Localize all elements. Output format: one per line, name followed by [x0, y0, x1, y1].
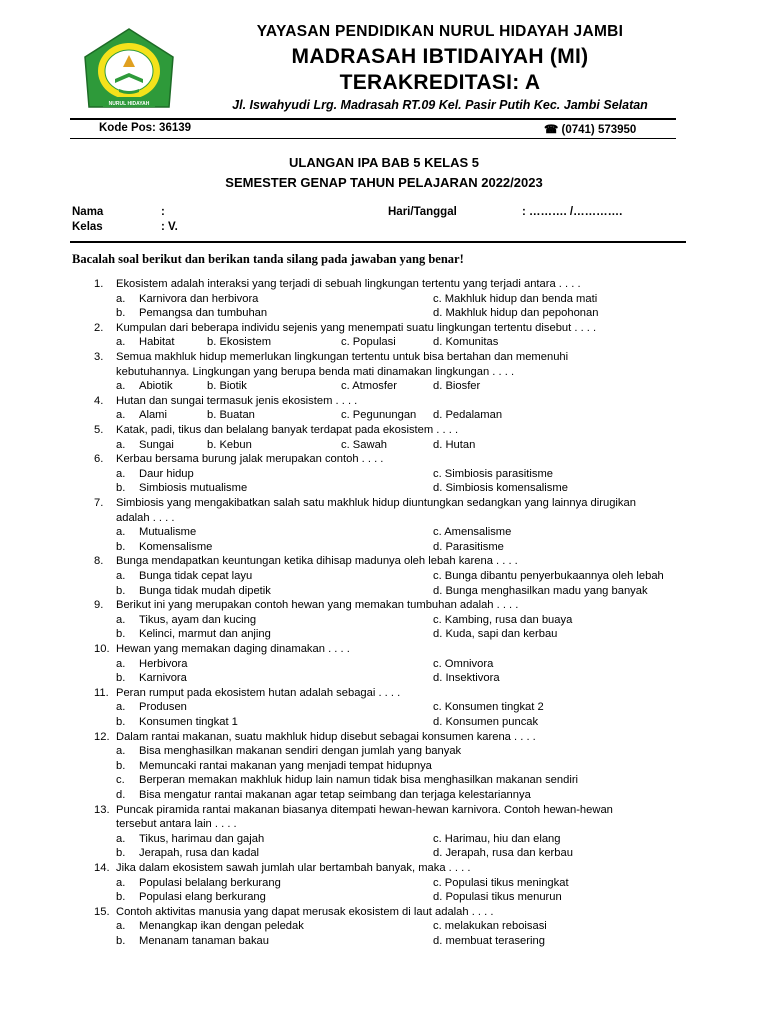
identity-divider	[70, 241, 686, 243]
option-letter: a.	[116, 920, 126, 933]
option-text: b. Buatan	[207, 409, 255, 422]
option-letter: b.	[116, 847, 126, 860]
option-text: Produsen	[139, 701, 187, 714]
question-number: 6.	[94, 453, 104, 466]
option-text: Bisa menghasilkan makanan sendiri dengan jumlah yang banyak	[139, 745, 462, 758]
option-letter: b.	[116, 584, 126, 597]
option-letter: a.	[116, 526, 126, 539]
option-text: c. Simbiosis parasitisme	[433, 467, 553, 480]
question-text: Bunga mendapatkan keuntungan ketika dihisap madunya oleh lebah karena . . . .	[116, 555, 518, 568]
option-letter: b.	[116, 672, 126, 685]
option-letter: a.	[116, 745, 126, 758]
option-text: Abiotik	[139, 380, 173, 393]
option-text: c. Atmosfer	[341, 380, 397, 393]
option-text: b. Biotik	[207, 380, 247, 393]
question-number: 2.	[94, 321, 104, 334]
question-number: 10.	[94, 643, 110, 655]
option-text: d. Insektivora	[433, 672, 500, 685]
option-text: b. Kebun	[207, 438, 252, 451]
option-text: Sungai	[139, 438, 174, 451]
option-text: d. Bunga menghasilkan madu yang banyak	[433, 584, 648, 597]
question-text: adalah . . . .	[116, 511, 175, 524]
option-letter: b.	[116, 935, 126, 947]
option-text: c. Makhluk hidup dan benda mati	[433, 292, 598, 305]
contact-divider	[70, 138, 676, 139]
accreditation: TERAKREDITASI: A	[339, 71, 541, 94]
phone-number: ☎ (0741) 573950	[544, 124, 637, 136]
school-address: Jl. Iswahyudi Lrg. Madrasah RT.09 Kel. Pasir Putih Kec. Jambi Selatan	[232, 98, 648, 112]
option-text: c. Populasi	[341, 336, 396, 349]
option-text: d. Pedalaman	[433, 409, 503, 422]
option-text: Mutualisme	[139, 526, 197, 539]
option-letter: a.	[116, 613, 126, 626]
name-colon: :	[161, 206, 165, 218]
option-text: c. Sawah	[341, 438, 388, 451]
question-number: 1.	[94, 278, 104, 290]
foundation-name: YAYASAN PENDIDIKAN NURUL HIDAYAH JAMBI	[256, 23, 624, 40]
question-number: 9.	[94, 599, 104, 612]
question-text: Kumpulan dari beberapa individu sejenis yang menempati suatu lingkungan tertentu disebut . . . .	[116, 321, 597, 334]
option-text: Pemangsa dan tumbuhan	[139, 307, 268, 320]
instruction: Bacalah soal berikut dan berikan tanda silang pada jawaban yang benar!	[72, 252, 464, 266]
option-text: d. Konsumen puncak	[433, 716, 539, 728]
option-text: c. Harimau, hiu dan elang	[433, 832, 561, 845]
question-text: Katak, padi, tikus dan belalang banyak terdapat pada ekosistem . . . .	[116, 424, 459, 436]
option-text: Jerapah, rusa dan kadal	[139, 847, 260, 860]
question-text: Puncak piramida rantai makanan biasanya ditempati hewan-hewan karnivora. Contoh hewan-hewan	[116, 803, 613, 816]
logo-text: NURUL HIDAYAH	[108, 101, 150, 107]
option-text: d. Parasitisme	[433, 540, 504, 553]
class-value: : V.	[161, 221, 178, 233]
header-divider	[70, 118, 676, 120]
option-letter: a.	[116, 570, 126, 582]
question-text: Ekosistem adalah interaksi yang terjadi di sebuah lingkungan tertentu yang terjadi antara . . . .	[116, 278, 581, 290]
question-text: Hutan dan sungai termasuk jenis ekosistem . . . .	[116, 394, 358, 407]
option-text: Populasi belalang berkurang	[139, 876, 281, 889]
option-letter: a.	[116, 876, 126, 889]
option-text: Memuncaki rantai makanan yang menjadi tempat hidupnya	[139, 759, 432, 772]
option-text: c. Bunga dibantu penyerbukaannya oleh lebah	[433, 570, 664, 582]
question-text: Contoh aktivitas manusia yang dapat merusak ekosistem di laut adalah . . . .	[116, 905, 494, 918]
option-text: Daur hidup	[139, 467, 194, 480]
question-text: Kerbau bersama burung jalak merupakan contoh . . . .	[116, 453, 384, 466]
option-text: a.	[116, 380, 126, 393]
option-text: c. Pegunungan	[341, 409, 417, 422]
option-letter: b.	[116, 891, 126, 904]
question-number: 8.	[94, 555, 104, 568]
option-text: Tikus, harimau dan gajah	[139, 832, 265, 845]
option-text: a.	[116, 336, 126, 349]
question-number: 14.	[94, 862, 110, 874]
day-label: Hari/Tanggal	[388, 206, 457, 218]
option-text: Alami	[139, 409, 167, 422]
question-number: 12.	[94, 730, 110, 743]
option-text: Simbiosis mutualisme	[139, 482, 248, 495]
day-value: : ………. /………….	[522, 206, 623, 218]
question-text: tersebut antara lain . . . .	[116, 818, 237, 831]
option-text: c. Kambing, rusa dan buaya	[433, 613, 573, 626]
option-text: d. Hutan	[433, 438, 476, 451]
school-name: MADRASAH IBTIDAIYAH (MI)	[291, 45, 589, 68]
option-letter: b.	[116, 307, 126, 320]
question-text: Peran rumput pada ekosistem hutan adalah sebagai . . . .	[116, 686, 401, 699]
question-text: Berikut ini yang merupakan contoh hewan yang memakan tumbuhan adalah . . . .	[116, 599, 519, 612]
option-letter: a.	[116, 657, 126, 670]
option-text: c. Konsumen tingkat 2	[433, 701, 544, 714]
option-text: a.	[116, 438, 126, 451]
option-text: Bunga tidak cepat layu	[139, 570, 253, 582]
question-text: Dalam rantai makanan, suatu makhluk hidup disebut sebagai konsumen karena . . . .	[116, 730, 536, 743]
question-text: Jika dalam ekosistem sawah jumlah ular bertambah banyak, maka . . . .	[116, 862, 471, 874]
option-letter: a.	[116, 467, 126, 480]
question-text: kebutuhannya. Lingkungan yang berupa benda mati dinamakan lingkungan . . . .	[116, 365, 515, 378]
option-text: Bisa mengatur rantai makanan agar tetap seimbang dan terjaga kelestariannya	[139, 789, 531, 801]
option-text: c. Populasi tikus meningkat	[433, 876, 569, 889]
exam-semester: SEMESTER GENAP TAHUN PELAJARAN 2022/2023	[225, 175, 543, 190]
option-text: d. Makhluk hidup dan pepohonan	[433, 307, 599, 320]
option-letter: b.	[116, 716, 126, 728]
option-text: Berperan memakan makhluk hidup lain namun tidak bisa menghasilkan makanan sendiri	[139, 774, 579, 787]
option-text: Menangkap ikan dengan peledak	[139, 920, 304, 933]
postal-code: Kode Pos: 36139	[99, 122, 192, 134]
question-text: Semua makhluk hidup memerlukan lingkungan tertentu untuk bisa bertahan dan memenuhi	[116, 351, 569, 363]
option-text: Habitat	[139, 336, 175, 349]
option-text: Komensalisme	[139, 540, 213, 553]
option-text: a.	[116, 409, 126, 422]
option-text: Karnivora	[139, 672, 187, 685]
option-text: d. Simbiosis komensalisme	[433, 482, 568, 495]
question-number: 5.	[94, 424, 104, 436]
option-text: Tikus, ayam dan kucing	[139, 613, 257, 626]
option-text: Konsumen tingkat 1	[139, 716, 238, 728]
option-text: c. Amensalisme	[433, 526, 512, 539]
option-letter: b.	[116, 540, 126, 553]
option-text: d. Komunitas	[433, 336, 499, 349]
question-number: 4.	[94, 394, 104, 407]
option-letter: d.	[116, 789, 126, 801]
option-text: Menanam tanaman bakau	[139, 935, 269, 947]
option-text: c. Omnivora	[433, 657, 494, 670]
school-logo	[83, 27, 175, 113]
option-text: d. membuat terasering	[433, 935, 545, 947]
option-text: d. Kuda, sapi dan kerbau	[433, 628, 558, 641]
question-number: 13.	[94, 803, 110, 816]
question-number: 11.	[94, 686, 109, 699]
question-number: 15.	[94, 905, 110, 918]
option-letter: b.	[116, 482, 126, 495]
exam-title: ULANGAN IPA BAB 5 KELAS 5	[289, 155, 479, 170]
option-letter: b.	[116, 759, 126, 772]
question-text: Hewan yang memakan daging dinamakan . . . .	[116, 643, 350, 655]
option-text: d. Populasi tikus menurun	[433, 891, 562, 904]
option-text: Herbivora	[139, 657, 188, 670]
option-text: Populasi elang berkurang	[139, 891, 266, 904]
question-number: 3.	[94, 351, 104, 363]
question-number: 7.	[94, 497, 104, 509]
name-label: Nama	[72, 206, 104, 218]
option-letter: c.	[116, 774, 125, 787]
option-letter: a.	[116, 292, 126, 305]
option-letter: a.	[116, 832, 126, 845]
option-text: Bunga tidak mudah dipetik	[139, 584, 271, 597]
option-text: Karnivora dan herbivora	[139, 292, 259, 305]
class-label: Kelas	[72, 221, 103, 233]
option-text: b. Ekosistem	[207, 336, 272, 349]
option-text: d. Biosfer	[433, 380, 481, 393]
option-text: Kelinci, marmut dan anjing	[139, 628, 271, 641]
option-text: d. Jerapah, rusa dan kerbau	[433, 847, 573, 860]
option-text: c. melakukan reboisasi	[433, 920, 547, 933]
question-text: Simbiosis yang mengakibatkan salah satu makhluk hidup diuntungkan sedangkan yang lainnya dirugikan	[116, 497, 636, 509]
option-letter: b.	[116, 628, 126, 641]
option-letter: a.	[116, 701, 126, 714]
